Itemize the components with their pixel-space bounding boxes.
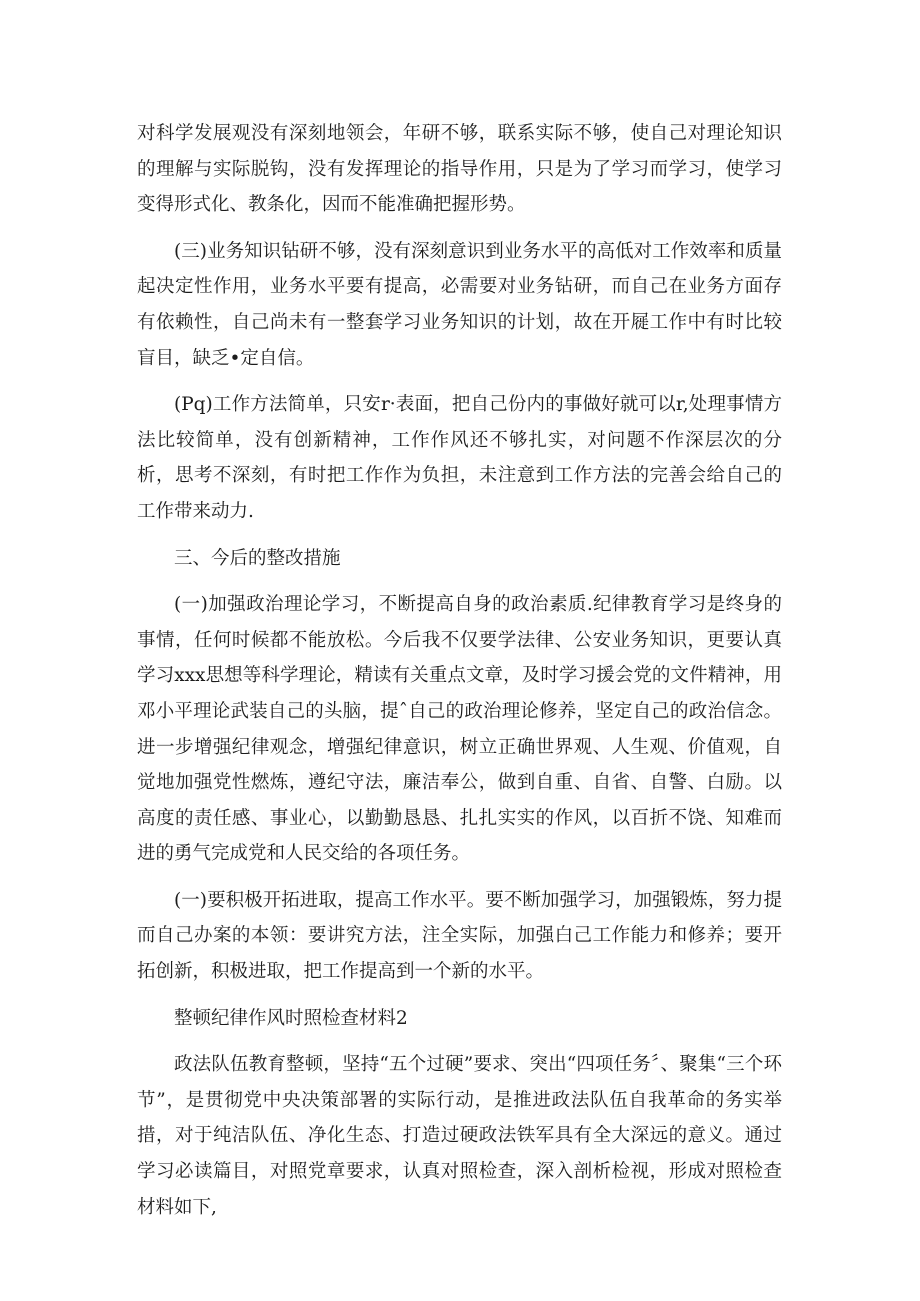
document-body xyxy=(137,116,782,1236)
paragraph-measure-1: (一)加强政治理论学习，不断提高自身的政治素质.纪律教育学习是终身的事情，任何时候都不能放松。今后我不仅要学法律、公安业务知识，更要认真学习xxx思想等科学理论，精读有关重点文章，及时学习援会党的文件精神，用邓小平理论武装自己的头脑，提ˆ自己的政治理论修养，坚定自己的政治信念。进一步增强纪律观念，增强纪律意识，树立正确世界观、人生观、价值观，自觉地加强党性燃炼，遵纪守法，廉洁奉公，做到自重、自省、自警、白励。以高度的责任感、事业心，以勤勤恳恳、扎扎实实的作风，以百折不饶、知难而进的勇气完成党和人民交给的各项任务。 xyxy=(137,594,782,865)
paragraph-measure-2: (一)要积极开拓进取，提高工作水平。要不断加强学习，加强锻炼，努力提而自己办案的本领：要讲究方法，注全实际，加强白己工作能力和修养；要开拓创新，积极进取，把工作提高到一个新的水平。 xyxy=(137,889,782,983)
paragraph-continuation: 对科学发展观没有深刻地领会，年研不够，联系实际不够，使自己对理论知识的理解与实际脱钩，没有发挥理论的指导作用，只是为了学习而学习，使学习变得形式化、教条化，因而不能准确把握形势。 xyxy=(137,123,782,216)
paragraph-item-3: (三)业务知识钻研不够，没有深刻意识到业务水平的高低对工作效率和质量起决定性作用，业务水平要有提高，必需要对业务钻研，而自己在业务方面存有依赖性，自己尚未有一整套学习业务知识的计划，故在开屣工作中有时比较盲目，缺乏•定自信。 xyxy=(137,240,782,369)
paragraph-intro-material-2: 政法队伍教育整顿，坚持“五个过硬”要求、突出“四项任务〞、聚集“三个环节”，是贯彻党中央决策部署的实际行动，是推进政法队伍自我革命的务实举措，对于纯洁队伍、净化生态、打造过硬政法铁军具有全大深远的意义。通过学习必读篇目，对照党章要求，认真对照检查，深入剖析检视，形成对照检查材料如下, xyxy=(137,1054,782,1218)
section-heading-material-2: 整顿纪律作风时照检查材料2 xyxy=(174,1007,408,1029)
section-heading-measures: 三、今后的整改措施 xyxy=(174,547,341,569)
paragraph-item-4: (Pq)工作方法简单，只安r·表面，把自己份内的事做好就可以r,处理事情方法比较简单，没有创新精神，工作作风还不够扎实，对问题不作深层次的分析，思考不深刻，有时把工作作为负担，未注意到工作方法的完善会给自己的工作带来动力. xyxy=(137,394,782,522)
